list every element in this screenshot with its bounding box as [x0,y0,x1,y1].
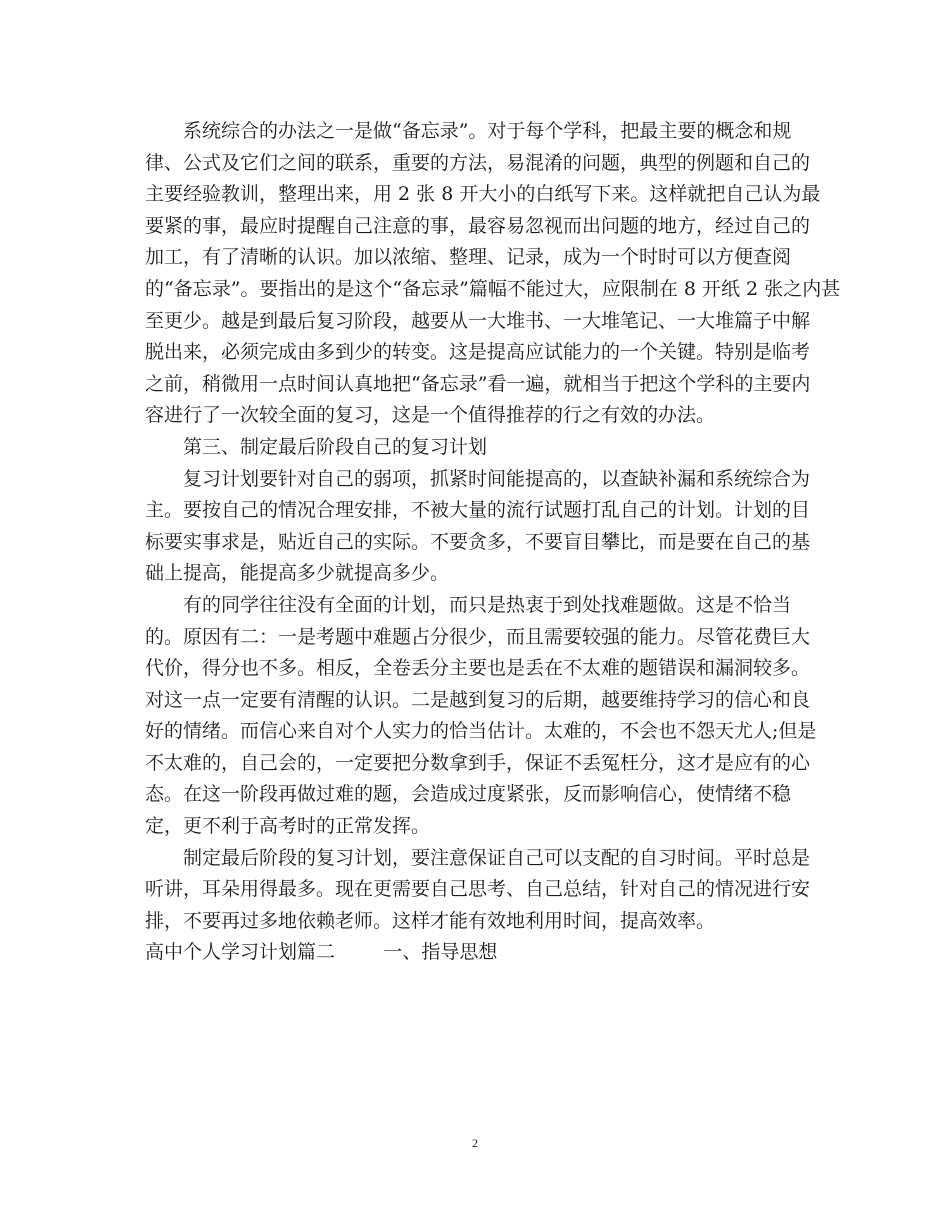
text-line: 代价，得分也不多。相反，全卷丢分主要也是丢在不太难的题错误和漏洞较多。 [145,657,811,680]
text-line: 加工，有了清晰的认识。加以浓缩、整理、记录，成为一个时时可以方便查阅 [145,246,792,269]
text-line: 要紧的事，最应时提醒自己注意的事，最容易忽视而出问题的地方，经过自己的 [145,214,811,237]
text-line: 容进行了一次较全面的复习，这是一个值得推荐的行之有效的办法。 [145,404,716,427]
subheading: 第三、制定最后阶段自己的复习计划 [183,435,488,458]
text-line: 主要经验教训，整理出来，用 2 张 8 开大小的白纸写下来。这样就把自己认为最 [145,183,821,206]
text-line: 对这一点一定要有清醒的认识。二是越到复习的后期，越要维持学习的信心和良 [145,688,811,711]
text-line: 复习计划要针对自己的弱项，抓紧时间能提高的，以查缺补漏和系统综合为 [183,467,811,490]
text-line: 的“备忘录”。要指出的是这个“备忘录”篇幅不能过大，应限制在 8 开纸 2 张之内甚 [145,277,841,300]
text-line: 不太难的，自己会的，一定要把分数拿到手，保证不丢冤枉分，这才是应有的心 [145,751,811,774]
text-line: 排，不要再过多地依赖老师。这样才能有效地利用时间，提高效率。 [145,909,716,932]
text-line: 主。要按自己的情况合理安排，不被大量的流行试题打乱自己的计划。计划的目 [145,499,811,522]
text-line: 态。在这一阶段再做过难的题，会造成过度紧张，反而影响信心，使情绪不稳 [145,783,792,806]
text-line: 定，更不利于高考时的正常发挥。 [145,815,431,838]
page-number: 2 [472,1136,478,1150]
text-line: 脱出来，必须完成由多到少的转变。这是提高应试能力的一个关键。特别是临考 [145,341,811,364]
text-line: 础上提高，能提高多少就提高多少。 [145,562,450,585]
text-line: 律、公式及它们之间的联系，重要的方法，易混淆的问题，典型的例题和自己的 [145,151,811,174]
text-line: 系统综合的办法之一是做“备忘录”。对于每个学科，把最主要的概念和规 [183,120,792,142]
paragraph-review-plan [145,464,810,590]
text-line: 听讲，耳朵用得最多。现在更需要自己思考、自己总结，针对自己的情况进行安 [145,878,811,901]
text-line: 好的情绪。而信心来自对个人实力的恰当估计。太难的，不会也不怨天尤人;但是 [145,720,817,743]
text-line: 有的同学往往没有全面的计划，而只是热衷于到处找难题做。这是不恰当 [183,593,792,616]
text-line: 之前，稍微用一点时间认真地把“备忘录”看一遍，就相当于把这个学科的主要内 [145,372,811,395]
paragraph-third-point-heading [145,432,810,464]
text-line: 至更少。越是到最后复习阶段，越要从一大堆书、一大堆笔记、一大堆篇子中解 [145,309,811,332]
paragraph-study-time [145,843,810,938]
document-body [145,116,841,969]
paragraph-memo-method [145,116,841,432]
section-heading: 高中个人学习计划篇二 一、指导思想 [145,941,498,964]
text-line: 的。原因有二：一是考题中难题占分很少，而且需要较强的能力。尽管花费巨大 [145,625,811,648]
text-line: 制定最后阶段的复习计划，要注意保证自己可以支配的自习时间。平时总是 [183,846,811,869]
paragraph-hard-problems [145,590,817,843]
text-line: 标要实事求是，贴近自己的实际。不要贪多，不要盲目攀比，而是要在自己的基 [145,530,811,553]
